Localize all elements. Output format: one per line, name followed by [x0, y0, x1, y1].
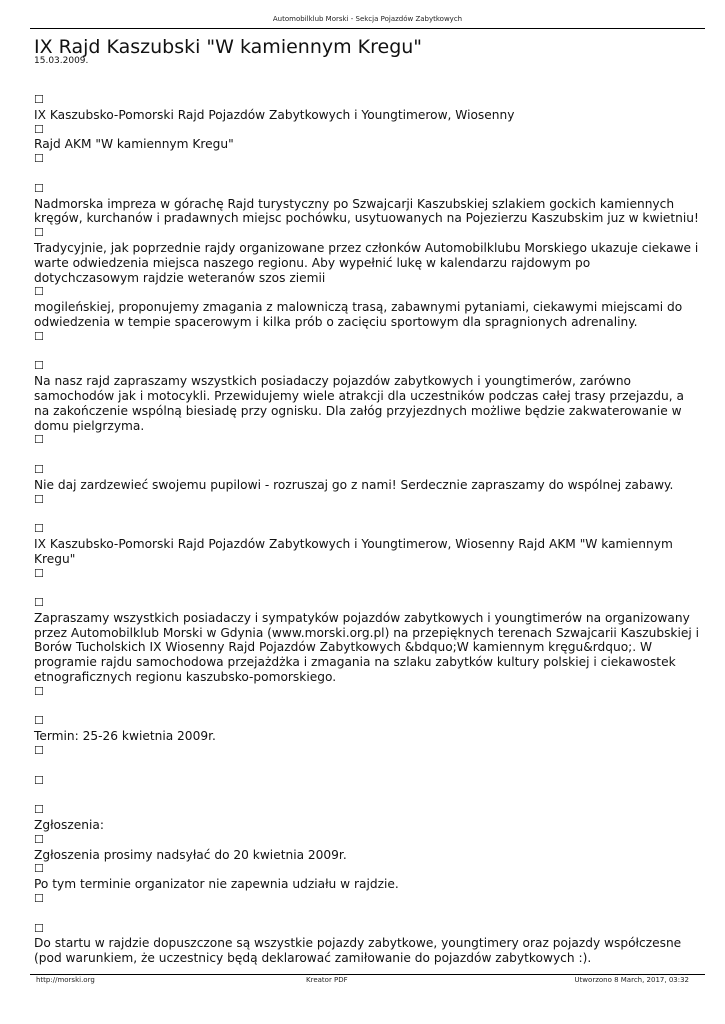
checkbox-placeholder-icon: ☐ [34, 285, 44, 299]
paragraph: Rajd AKM "W kamiennym Kregu" [34, 137, 234, 152]
paragraph: Termin: 25-26 kwietnia 2009r. [34, 729, 216, 744]
paragraph: Zgłoszenia: [34, 818, 104, 833]
checkbox-placeholder-icon: ☐ [34, 862, 44, 876]
blank-line [34, 345, 699, 360]
checkbox-placeholder-icon: ☐ [34, 773, 44, 787]
paragraph: Po tym terminie organizator nie zapewnia udziału w rajdzie. [34, 877, 399, 892]
footer-created-date: Utworzono 8 March, 2017, 03:32 [574, 976, 689, 984]
footer-divider [30, 974, 705, 975]
blank-line [34, 581, 699, 596]
site-header-title: Automobilklub Morski - Sekcja Pojazdów Zabytkowych [272, 15, 463, 23]
page-title: IX Rajd Kaszubski "W kamiennym Kregu" [34, 36, 423, 58]
paragraph: Na nasz rajd zapraszamy wszystkich posiadaczy pojazdów zabytkowych i youngtimerów, zarówno samochodów jak i motocykli. Przewidujemy wiele atrakcji dla uczestników podczas całej trasy przejazdu, a na zakończenie wspólną biesiadę przy ognisku. Dla załóg przyjezdnych możliwe będzie zakwaterowanie w domu pielgrzyma. [34, 374, 684, 433]
checkbox-placeholder-icon: ☐ [34, 122, 44, 136]
checkbox-placeholder-icon: ☐ [34, 93, 44, 106]
blank-line [34, 167, 699, 182]
paragraph: Zapraszamy wszystkich posiadaczy i sympatyków pojazdów zabytkowych i youngtimerów na organizowany przez Automobilklub Morski w Gdynia (www.morski.org.pl) na przepięknych terenach Szwajcarii Kaszubskiej i Borów Tucholskich IX Wiosenny Rajd Pojazdów Zabytkowych &bdquo;W kamiennym kręgu&rdquo;. W programie rajdu samochodowa przejażdżka i zmagania na szlaku zabytków kultury polskiej i ciekawostek etnograficznych regionu kaszubsko-pomorskiego. [34, 610, 700, 685]
checkbox-placeholder-icon: ☐ [34, 714, 44, 728]
checkbox-placeholder-icon: ☐ [34, 226, 44, 240]
checkbox-placeholder-icon: ☐ [34, 684, 44, 698]
checkbox-placeholder-icon: ☐ [34, 921, 44, 935]
paragraph: mogileńskiej, proponujemy zmagania z malowniczą trasą, zabawnymi pytaniami, ciekawymi miejscami do odwiedzenia w tempie spacerowym i kilka prób o zacięciu sportowym dla spragnionych adrenaliny. [34, 300, 683, 329]
checkbox-placeholder-icon: ☐ [34, 522, 44, 536]
paragraph: Do startu w rajdzie dopuszczone są wszystkie pojazdy zabytkowe, youngtimery oraz pojazdy współczesne (pod warunkiem, że uczestnicy będą deklarować zamiłowanie do pojazdów zabytkowych :). [34, 936, 682, 966]
publish-date: 15.03.2009. [34, 56, 89, 66]
blank-line [34, 907, 699, 922]
paragraph: Nie daj zardzewieć swojemu pupilowi - rozruszaj go z nami! Serdecznie zapraszamy do wspólnej zabawy. [34, 477, 674, 492]
blank-line [34, 507, 699, 522]
blank-line [34, 788, 699, 803]
paragraph: Zgłoszenia prosimy nadsyłać do 20 kwietnia 2009r. [34, 847, 347, 862]
checkbox-placeholder-icon: ☐ [34, 152, 44, 166]
checkbox-placeholder-icon: ☐ [34, 462, 44, 476]
checkbox-placeholder-icon: ☐ [34, 566, 44, 580]
blank-line [34, 759, 699, 774]
checkbox-placeholder-icon: ☐ [34, 596, 44, 610]
checkbox-placeholder-icon: ☐ [34, 359, 44, 373]
paragraph: Nadmorska impreza w górachę Rajd turystyczny po Szwajcarji Kaszubskiej szlakiem gockich kamiennych kręgów, kurchanów i pradawnych miejsc pochówku, usytuowanych na Pojezierzu Kaszubskim juz w kwietniu! [34, 196, 699, 226]
checkbox-placeholder-icon: ☐ [34, 803, 44, 817]
checkbox-placeholder-icon: ☐ [34, 492, 44, 506]
paragraph: Tradycyjnie, jak poprzednie rajdy organizowane przez członków Automobilklubu Morskiego ukazuje ciekawe i warte odwiedzenia miejsca naszego regionu. Aby wypełnić lukę w kalendarzu rajdowym po dotychczasowym rajdzie weteranów szos ziemii [34, 240, 699, 285]
paragraph: IX Kaszubsko-Pomorski Rajd Pojazdów Zabytkowych i Youngtimerow, Wiosenny [34, 107, 515, 122]
footer-generator: Kreator PDF [306, 976, 348, 984]
checkbox-placeholder-icon: ☐ [34, 329, 44, 343]
checkbox-placeholder-icon: ☐ [34, 433, 44, 447]
blank-line [34, 700, 699, 715]
blank-line [34, 448, 699, 463]
article-body [34, 93, 699, 966]
header-divider [30, 28, 705, 29]
checkbox-placeholder-icon: ☐ [34, 744, 44, 758]
checkbox-placeholder-icon: ☐ [34, 181, 44, 195]
footer-url-link[interactable]: http://morski.org [36, 976, 95, 984]
checkbox-placeholder-icon: ☐ [34, 832, 44, 846]
checkbox-placeholder-icon: ☐ [34, 892, 44, 906]
paragraph: IX Kaszubsko-Pomorski Rajd Pojazdów Zabytkowych i Youngtimerow, Wiosenny Rajd AKM "W kamiennym Kregu" [34, 536, 673, 566]
